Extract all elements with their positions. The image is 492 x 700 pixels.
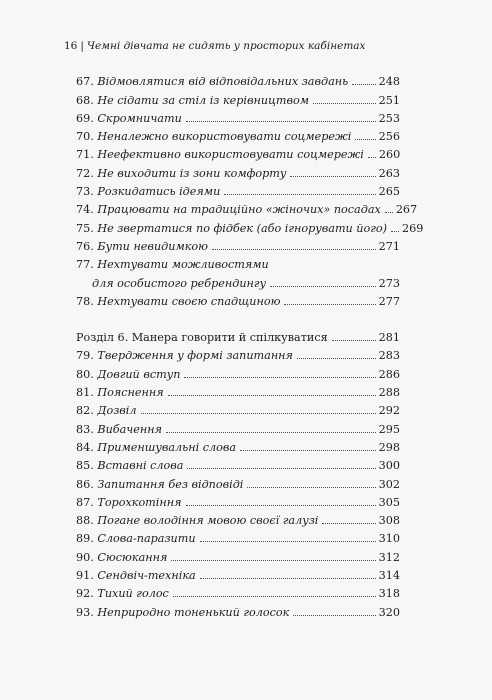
- toc-entry: [76, 565, 400, 583]
- dot-leader: [184, 377, 375, 378]
- toc-part-1: [76, 71, 424, 309]
- toc-entry-title: Відмовлятися від відповідальних завдань: [97, 75, 349, 89]
- dot-leader: [224, 194, 375, 195]
- toc-entry-number: 79.: [76, 349, 94, 363]
- toc-entry-title: Применшувальні слова: [97, 440, 237, 454]
- toc-entry-title: Неприродно тоненький голосок: [97, 605, 290, 619]
- toc-entry-label: [76, 240, 208, 254]
- toc-entry-number: 88.: [76, 514, 94, 528]
- toc-entry-label: [76, 75, 348, 89]
- header-separator: |: [80, 40, 84, 52]
- toc-entry: [76, 291, 400, 309]
- toc-entry: [76, 345, 400, 363]
- toc-entry-label: [76, 587, 169, 601]
- toc-entry-label: [76, 349, 293, 363]
- toc-entry-page: 300: [378, 459, 400, 473]
- toc-entry-title: Довгий вступ: [97, 367, 181, 381]
- toc-entry-page: 288: [378, 386, 400, 400]
- toc-entry-label: [76, 551, 167, 565]
- toc-entry: [76, 492, 400, 510]
- toc-entry-page: 253: [378, 111, 400, 125]
- toc-entry-label: [76, 514, 318, 528]
- toc-entry-title: Вставні слова: [97, 459, 184, 473]
- toc-entry-label: [76, 606, 289, 620]
- toc-entry-title: Неефективно використовувати соцмережі: [97, 148, 364, 162]
- toc-entry-page: 263: [378, 166, 400, 180]
- toc-entry-label: [76, 404, 137, 418]
- toc-entry-number: 75.: [76, 221, 94, 235]
- dot-leader: [352, 84, 375, 85]
- dot-leader: [186, 121, 376, 122]
- toc-entry-number: 70.: [76, 130, 94, 144]
- toc-entry-page: 260: [378, 148, 401, 162]
- toc-entry-label: [76, 94, 309, 108]
- dot-leader: [200, 578, 376, 579]
- dot-leader: [212, 249, 376, 250]
- toc-entry: [76, 89, 400, 107]
- toc-entry: [76, 199, 418, 217]
- toc-entry-title: Тихий голос: [97, 587, 169, 601]
- toc-entry-page: 271: [378, 239, 400, 253]
- dot-leader: [322, 523, 375, 524]
- toc-entry-number: 73.: [76, 185, 94, 199]
- toc-entry-label: [76, 569, 196, 583]
- toc-entry-title: Твердження у формі запитання: [97, 349, 293, 363]
- running-header: [64, 40, 365, 52]
- table-of-contents: [76, 71, 424, 620]
- dot-leader: [166, 432, 376, 433]
- toc-entry-page: 269: [402, 221, 424, 235]
- toc-entry: [76, 108, 400, 126]
- toc-entry-number: 90.: [76, 550, 94, 564]
- toc-entry-page: 298: [378, 440, 400, 454]
- toc-entry-page: 310: [378, 532, 400, 546]
- toc-entry-number: 92.: [76, 587, 94, 601]
- dot-leader: [355, 139, 375, 140]
- toc-entry-label: [76, 532, 196, 546]
- toc-entry: [76, 71, 400, 89]
- toc-entry-title: Сендвіч-техніка: [97, 569, 196, 583]
- toc-entry-title: Запитання без відповіді: [97, 477, 244, 491]
- toc-entry-page: 318: [378, 587, 400, 601]
- toc-entry: [76, 217, 424, 235]
- toc-entry-page: 286: [378, 367, 400, 381]
- header-page-number: 16: [64, 40, 78, 52]
- toc-entry-title: Працювати на традиційно «жіночих» посадах: [97, 203, 381, 217]
- toc-entry-number: 68.: [76, 93, 94, 107]
- toc-entry-title: Не виходити із зони комфорту: [97, 166, 287, 180]
- toc-entry-page: 305: [378, 495, 400, 509]
- toc-entry-label: [76, 368, 180, 382]
- toc-entry: [76, 418, 400, 436]
- toc-entry-label: [76, 496, 182, 510]
- toc-entry-page: 302: [378, 477, 400, 491]
- toc-entry-page: 295: [378, 422, 400, 436]
- toc-entry-page: 320: [378, 605, 400, 619]
- toc-entry-number: 91.: [76, 569, 94, 583]
- toc-entry: [76, 363, 400, 381]
- toc-entry-title: Нехтувати можливостями: [97, 258, 269, 272]
- dot-leader: [187, 468, 375, 469]
- dot-leader: [391, 231, 399, 232]
- toc-entry-label: [76, 459, 183, 473]
- toc-entry-title: Вибачення: [97, 422, 163, 436]
- toc-entry-title: Нехтувати своєю спадщиною: [97, 294, 281, 308]
- toc-entry-title: Сюсюкання: [97, 550, 168, 564]
- toc-entry: [76, 601, 400, 619]
- dot-leader: [290, 176, 375, 177]
- toc-entry-label: [76, 148, 364, 162]
- toc-entry-label: [76, 423, 162, 437]
- toc-entry-page: 273: [378, 276, 400, 290]
- section-title: Розділ 6. Манера говорити й спілкуватися: [76, 331, 328, 345]
- toc-entry: [76, 528, 400, 546]
- section-page: 281: [378, 331, 400, 345]
- toc-entry-title: Торохкотіння: [97, 495, 182, 509]
- toc-entry: [76, 254, 400, 272]
- toc-entry-number: 83.: [76, 422, 94, 436]
- toc-entry-label: [76, 203, 381, 217]
- dot-leader: [141, 413, 376, 414]
- dot-leader: [297, 358, 376, 359]
- toc-entry-number: 67.: [76, 75, 94, 89]
- toc-entry-number: 77.: [76, 258, 94, 272]
- toc-entry-label: [76, 112, 182, 126]
- dot-leader: [186, 505, 376, 506]
- toc-entry-label: [76, 130, 351, 144]
- dot-leader: [293, 615, 375, 616]
- toc-entry-number: 76.: [76, 239, 94, 253]
- toc-entry-page: 308: [378, 514, 400, 528]
- toc-entry-label: [76, 295, 280, 309]
- toc-entry: [76, 583, 400, 601]
- toc-entry-number: 81.: [76, 386, 94, 400]
- toc-entry-title: Розкидатись ідеями: [97, 185, 221, 199]
- toc-entry-title: Дозвіл: [97, 404, 137, 418]
- toc-entry-label: [76, 222, 387, 236]
- toc-entry-title: для особистого ребрендингу: [92, 276, 267, 290]
- toc-entry: [76, 546, 400, 564]
- toc-entry-label: [76, 478, 243, 492]
- toc-entry-label: [76, 386, 164, 400]
- toc-part-2: [76, 345, 400, 619]
- toc-entry-title: Не звертатися по фідбек (або ігнорувати його): [97, 221, 388, 235]
- toc-entry-page: 277: [378, 294, 400, 308]
- toc-entry-page: 251: [378, 93, 400, 107]
- toc-entry-label: [76, 185, 220, 199]
- toc-entry: [76, 437, 400, 455]
- toc-entry-page: 312: [378, 550, 400, 564]
- toc-entry-title: Слова-паразити: [97, 532, 196, 546]
- toc-entry-page: 314: [378, 569, 400, 583]
- toc-entry-number: 86.: [76, 477, 94, 491]
- toc-entry-number: 69.: [76, 111, 94, 125]
- toc-entry-page: 248: [378, 75, 400, 89]
- toc-entry: [76, 181, 400, 199]
- toc-entry-page: 265: [378, 185, 400, 199]
- toc-entry: [76, 162, 400, 180]
- toc-entry-number: 78.: [76, 294, 94, 308]
- toc-entry: [76, 510, 400, 528]
- toc-entry-title: Бути невидимкою: [97, 239, 208, 253]
- toc-entry-title: Неналежно використовувати соцмережі: [97, 130, 352, 144]
- toc-entry-label: [76, 167, 286, 181]
- toc-entry-label: [76, 258, 269, 272]
- toc-entry: [76, 382, 400, 400]
- toc-entry-number: 74.: [76, 203, 94, 217]
- toc-entry-title: Скромничати: [97, 111, 182, 125]
- toc-entry-title: Не сідати за стіл із керівництвом: [97, 93, 310, 107]
- toc-entry: [76, 272, 400, 290]
- dot-leader: [168, 395, 376, 396]
- toc-entry-number: 82.: [76, 404, 94, 418]
- dot-leader: [171, 560, 375, 561]
- toc-entry-number: 80.: [76, 367, 94, 381]
- toc-entry-number: 72.: [76, 166, 94, 180]
- dot-leader: [284, 304, 375, 305]
- dot-leader: [270, 286, 376, 287]
- toc-entry-title: Пояснення: [97, 386, 164, 400]
- toc-entry-number: 93.: [76, 605, 94, 619]
- toc-entry-number: 87.: [76, 495, 94, 509]
- toc-entry-label: [76, 441, 236, 455]
- dot-leader: [247, 487, 375, 488]
- dot-leader: [313, 103, 376, 104]
- toc-entry: [76, 236, 400, 254]
- toc-entry-page: 283: [378, 349, 400, 363]
- toc-entry: [76, 400, 400, 418]
- toc-entry: [76, 473, 400, 491]
- dot-leader: [173, 596, 376, 597]
- dot-leader: [200, 541, 376, 542]
- toc-entry-label: [92, 277, 266, 291]
- toc-entry: [76, 126, 400, 144]
- dot-leader: [332, 340, 376, 341]
- dot-leader: [240, 450, 376, 451]
- toc-entry-number: 71.: [76, 148, 94, 162]
- dot-leader: [385, 212, 393, 213]
- toc-entry: [76, 455, 400, 473]
- toc-section-heading: [76, 327, 400, 345]
- toc-entry-page: 256: [378, 130, 400, 144]
- toc-entry-number: 89.: [76, 532, 94, 546]
- dot-leader: [368, 157, 376, 158]
- toc-entry-number: 84.: [76, 440, 94, 454]
- toc-entry-number: 85.: [76, 459, 94, 473]
- toc-entry-page: 267: [395, 203, 418, 217]
- toc-entry-title: Погане володіння мовою своєї галузі: [97, 514, 319, 528]
- toc-entry-page: 292: [378, 404, 400, 418]
- header-book-title: Чемні дівчата не сидять у просторих кабінетах: [86, 40, 366, 52]
- toc-entry: [76, 144, 400, 162]
